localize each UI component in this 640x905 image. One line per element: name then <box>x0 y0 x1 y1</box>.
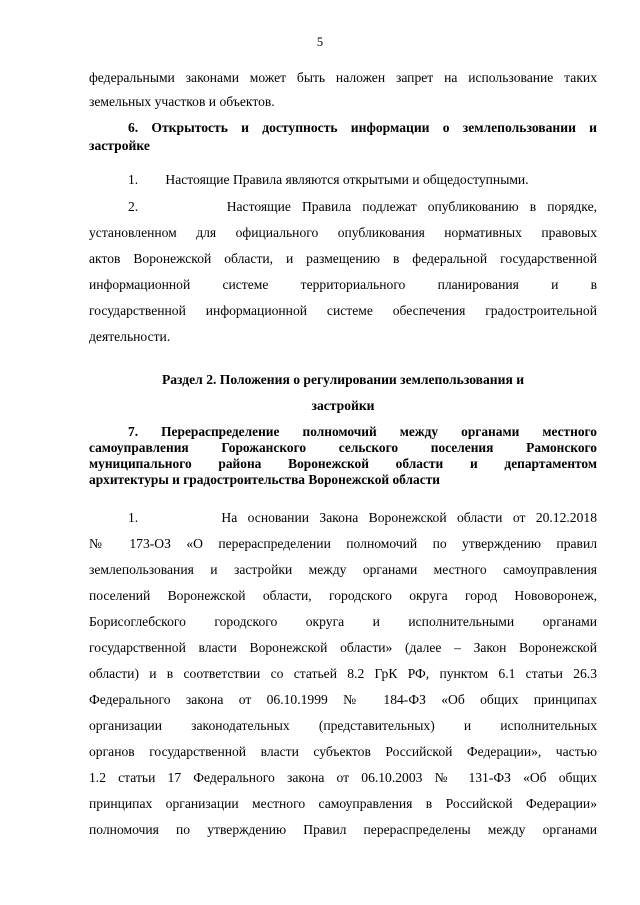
text-line: организации законодательных (представительных) и исполнительных <box>89 718 597 733</box>
section-heading: застройке <box>89 138 150 153</box>
section-heading: 7. Перераспределение полномочий между органами местного <box>128 424 597 439</box>
text-line: землепользования и застройки между органами местного самоуправления <box>89 562 597 577</box>
text-line: деятельности. <box>89 329 171 344</box>
text-line: информационной системе территориального планирования и в <box>89 277 597 292</box>
text-line: органов государственной власти субъектов Российской Федерации», частью <box>89 744 597 759</box>
section-heading: 6. Открытость и доступность информации о землепользовании и <box>128 120 597 135</box>
text-line: актов Воронежской области, и размещению в федеральной государственной <box>89 251 597 266</box>
section-title: застройки <box>311 398 375 413</box>
text-line: 1.2 статьи 17 Федерального закона от 06.10.2003 № 131-ФЗ «Об общих <box>89 770 597 785</box>
page-number: 5 <box>316 35 324 49</box>
text-line: области) и в соответствии со статьей 8.2 ГрК РФ, пунктом 6.1 статьи 26.3 <box>89 666 597 681</box>
section-heading: самоуправления Горожанского сельского поселения Рамонского <box>89 440 597 455</box>
text-line: поселений Воронежской области, городского округа город Нововоронеж, <box>89 588 597 603</box>
text-line: полномочия по утверждению Правил перераспределены между органами <box>89 822 597 837</box>
text-line: Борисоглебского городского округа и исполнительными органами <box>89 614 597 629</box>
section-heading: муниципального района Воронежской области и департаментом <box>89 456 597 471</box>
list-item: 2. Настоящие Правила подлежат опубликованию в порядке, <box>128 199 597 214</box>
text-line: земельных участков и объектов. <box>89 94 275 109</box>
text-line: федеральными законами может быть наложен запрет на использование таких <box>89 70 597 85</box>
list-item: 1. Настоящие Правила являются открытыми и общедоступными. <box>128 172 529 187</box>
text-line: принципах организации местного самоуправления в Российской Федерации» <box>89 796 597 811</box>
text-line: Федерального закона от 06.10.1999 № 184-ФЗ «Об общих принципах <box>89 692 597 707</box>
text-line: установленном для официального опубликования нормативных правовых <box>89 225 597 240</box>
text-line: № 173-ОЗ «О перераспределении полномочий по утверждению правил <box>89 536 597 551</box>
section-title: Раздел 2. Положения о регулировании землепользования и <box>161 372 525 387</box>
text-line: государственной информационной системе обеспечения градостроительной <box>89 303 597 318</box>
list-item: 1. На основании Закона Воронежской области от 20.12.2018 <box>128 510 597 525</box>
text-line: государственной власти Воронежской области» (далее – Закон Воронежской <box>89 640 597 655</box>
section-heading: архитектуры и градостроительства Воронежской области <box>89 472 440 487</box>
